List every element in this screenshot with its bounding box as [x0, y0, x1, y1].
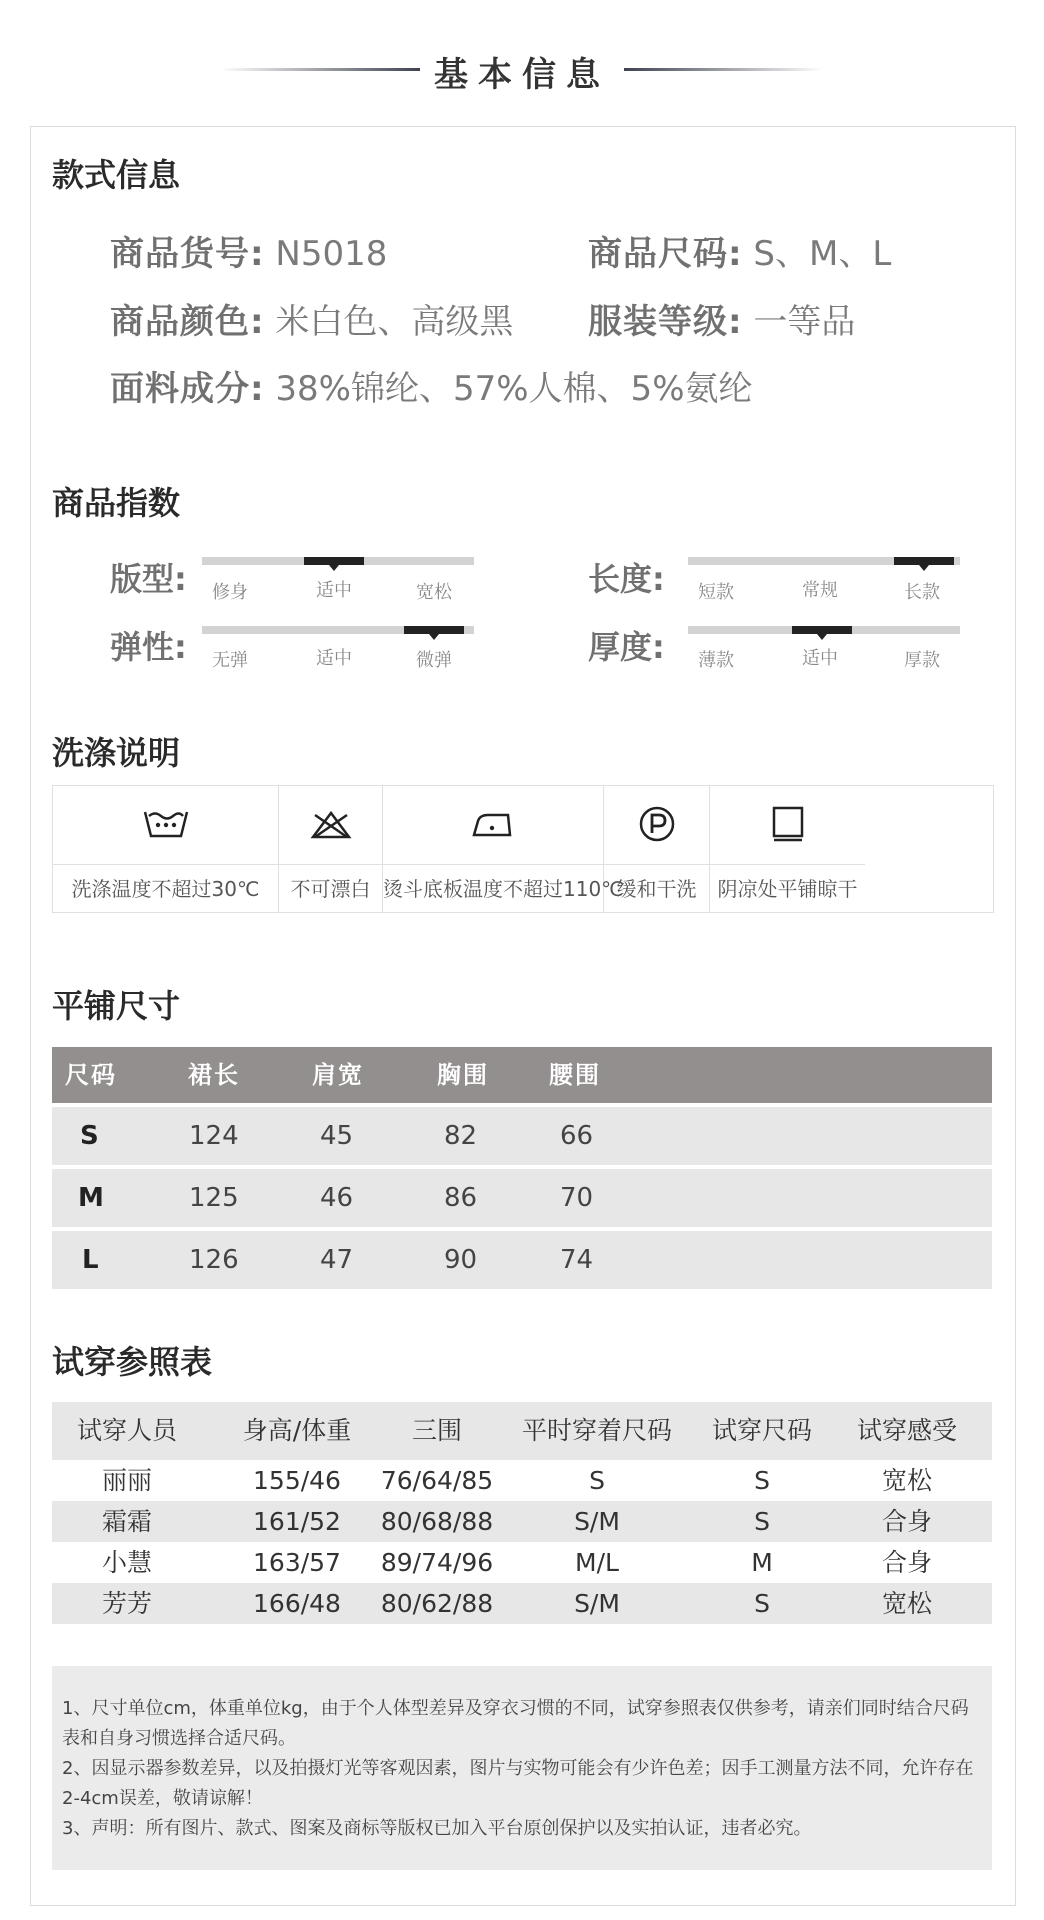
washing-label: 不可漂白 — [279, 864, 382, 913]
table-cell: M — [751, 1548, 773, 1577]
table-cell: 70 — [560, 1183, 594, 1213]
table-cell: 宽松 — [881, 1589, 932, 1618]
table-row — [52, 1501, 992, 1542]
table-row — [52, 1231, 992, 1289]
index-tick: 适中 — [802, 648, 838, 669]
index-label-length: 长度: — [588, 560, 665, 598]
table-cell: 芳芳 — [101, 1589, 152, 1618]
table-cell: 宽松 — [881, 1466, 932, 1495]
field-key: 商品颜色: — [110, 302, 265, 342]
washing-item — [53, 786, 279, 912]
column-header: 三围 — [411, 1416, 462, 1445]
wash-30-icon — [53, 800, 278, 848]
size-table-header — [52, 1047, 992, 1103]
table-cell: 166/48 — [253, 1589, 341, 1618]
field-value: 38%锦纶、57%人棉、5%氨纶 — [275, 369, 753, 409]
table-cell: 90 — [444, 1245, 478, 1275]
table-cell: L — [82, 1245, 99, 1275]
table-cell: 86 — [444, 1183, 478, 1213]
index-label-thickness: 厚度: — [588, 628, 665, 666]
section-title-washing: 洗涤说明 — [52, 734, 181, 772]
washing-label: 阴凉处平铺晾干 — [710, 864, 865, 913]
iron-icon — [383, 800, 603, 848]
table-cell: 80/68/88 — [380, 1507, 494, 1536]
washing-table — [52, 785, 994, 913]
table-cell: 163/57 — [253, 1548, 341, 1577]
field-grade — [588, 294, 855, 343]
dry-flat-shade-icon — [710, 800, 865, 848]
field-value: 一等品 — [753, 302, 856, 342]
index-tick: 宽松 — [416, 582, 452, 603]
header-divider-right — [624, 68, 824, 71]
index-label-fit: 版型: — [110, 560, 187, 598]
field-fabric — [110, 361, 753, 410]
index-label-elasticity: 弹性: — [110, 628, 187, 666]
table-cell: M — [78, 1183, 104, 1213]
index-tick: 微弹 — [416, 650, 452, 671]
column-header: 试穿感受 — [856, 1416, 957, 1445]
field-size — [588, 226, 891, 275]
index-marker — [404, 626, 464, 634]
note-text: 3、声明：所有图片、款式、图案及商标等版权已加入平台原创保护以及实拍认证，违者必究。 — [62, 1818, 812, 1839]
table-cell: S/M — [574, 1589, 620, 1618]
field-item-number — [110, 226, 387, 275]
washing-item — [383, 786, 624, 912]
dry-clean-p-icon — [604, 800, 709, 848]
column-header: 肩宽 — [312, 1061, 364, 1089]
washing-label: 缓和干洗 — [604, 864, 709, 913]
table-cell: S — [754, 1507, 770, 1536]
index-tick: 适中 — [316, 580, 352, 601]
table-cell: 124 — [189, 1121, 239, 1151]
table-cell: 161/52 — [253, 1507, 341, 1536]
table-cell: S — [80, 1121, 99, 1151]
washing-item — [710, 786, 865, 912]
table-cell: 小慧 — [101, 1548, 152, 1577]
index-track-thickness — [688, 626, 960, 634]
section-title-product-index: 商品指数 — [52, 484, 181, 522]
column-header: 腰围 — [549, 1061, 601, 1089]
washing-label: 洗涤温度不超过30℃ — [53, 864, 278, 913]
index-tick: 薄款 — [698, 650, 734, 671]
table-cell: 89/74/96 — [380, 1548, 494, 1577]
column-header: 试穿尺码 — [711, 1416, 812, 1445]
index-tick: 修身 — [212, 582, 248, 603]
table-row — [52, 1107, 992, 1165]
column-header: 试穿人员 — [76, 1416, 177, 1445]
field-key: 面料成分: — [110, 369, 265, 409]
index-marker — [894, 557, 954, 565]
table-cell: S — [754, 1589, 770, 1618]
field-key: 商品尺码: — [588, 234, 743, 274]
index-tick: 短款 — [698, 582, 734, 603]
section-title-style-info: 款式信息 — [52, 156, 181, 194]
index-tick: 无弹 — [212, 650, 248, 671]
table-cell: 125 — [189, 1183, 239, 1213]
table-cell: 47 — [320, 1245, 354, 1275]
index-marker — [792, 626, 852, 634]
try-on-header — [52, 1402, 992, 1460]
table-cell: 66 — [560, 1121, 594, 1151]
note-text: 1、尺寸单位cm，体重单位kg，由于个人体型差异及穿衣习惯的不同，试穿参照表仅供参考，请亲们同时结合尺码表和自身习惯选择合适尺码。 — [62, 1698, 969, 1749]
table-cell: 155/46 — [253, 1466, 341, 1495]
page-header — [0, 44, 1044, 94]
table-cell: 丽丽 — [101, 1466, 152, 1495]
table-cell: 126 — [189, 1245, 239, 1275]
table-cell: 46 — [320, 1183, 354, 1213]
table-cell: 76/64/85 — [380, 1466, 494, 1495]
table-cell: 82 — [444, 1121, 478, 1151]
table-cell: 80/62/88 — [380, 1589, 494, 1618]
table-cell: 合身 — [881, 1507, 932, 1536]
column-header: 裙长 — [188, 1061, 240, 1089]
field-value: S、M、L — [753, 234, 892, 274]
table-row — [52, 1460, 992, 1501]
index-tick: 适中 — [316, 648, 352, 669]
washing-item — [279, 786, 383, 912]
no-bleach-icon — [279, 800, 382, 848]
table-cell: 合身 — [881, 1548, 932, 1577]
field-color — [110, 294, 513, 343]
notes-box — [52, 1666, 992, 1870]
table-cell: 霜霜 — [101, 1507, 152, 1536]
field-value: N5018 — [275, 234, 388, 274]
try-on-table — [52, 1402, 992, 1624]
column-header: 身高/体重 — [242, 1416, 352, 1445]
table-cell: 74 — [560, 1245, 594, 1275]
note-text: 2、因显示器参数差异，以及拍摄灯光等客观因素，图片与实物可能会有少许色差；因手工测量方法不同，允许存在2-4cm误差，敬请谅解！ — [62, 1758, 974, 1809]
washing-label: 烫斗底板温度不超过110℃ — [383, 864, 603, 913]
header-divider-left — [220, 68, 420, 71]
table-row — [52, 1169, 992, 1227]
table-cell: S/M — [574, 1507, 620, 1536]
table-cell: S — [754, 1466, 770, 1495]
table-cell: 45 — [320, 1121, 354, 1151]
column-header: 平时穿着尺码 — [521, 1416, 672, 1445]
table-row — [52, 1542, 992, 1583]
table-cell: S — [589, 1466, 605, 1495]
field-key: 商品货号: — [110, 234, 265, 274]
page-title: 基本信息 — [434, 55, 610, 95]
index-tick: 厚款 — [904, 650, 940, 671]
field-key: 服装等级: — [588, 302, 743, 342]
washing-item — [604, 786, 710, 912]
section-title-try-on: 试穿参照表 — [52, 1343, 213, 1381]
section-title-size-table: 平铺尺寸 — [52, 987, 181, 1025]
index-track-fit — [202, 557, 474, 565]
column-header: 胸围 — [437, 1061, 489, 1089]
table-row — [52, 1583, 992, 1624]
size-table — [52, 1047, 992, 1289]
index-tick: 常规 — [802, 580, 838, 601]
index-track-elasticity — [202, 626, 474, 634]
index-marker — [304, 557, 364, 565]
column-header: 尺码 — [65, 1061, 117, 1089]
field-value: 米白色、高级黑 — [275, 302, 514, 342]
index-tick: 长款 — [904, 582, 940, 603]
table-cell: M/L — [575, 1548, 619, 1577]
index-track-length — [688, 557, 960, 565]
